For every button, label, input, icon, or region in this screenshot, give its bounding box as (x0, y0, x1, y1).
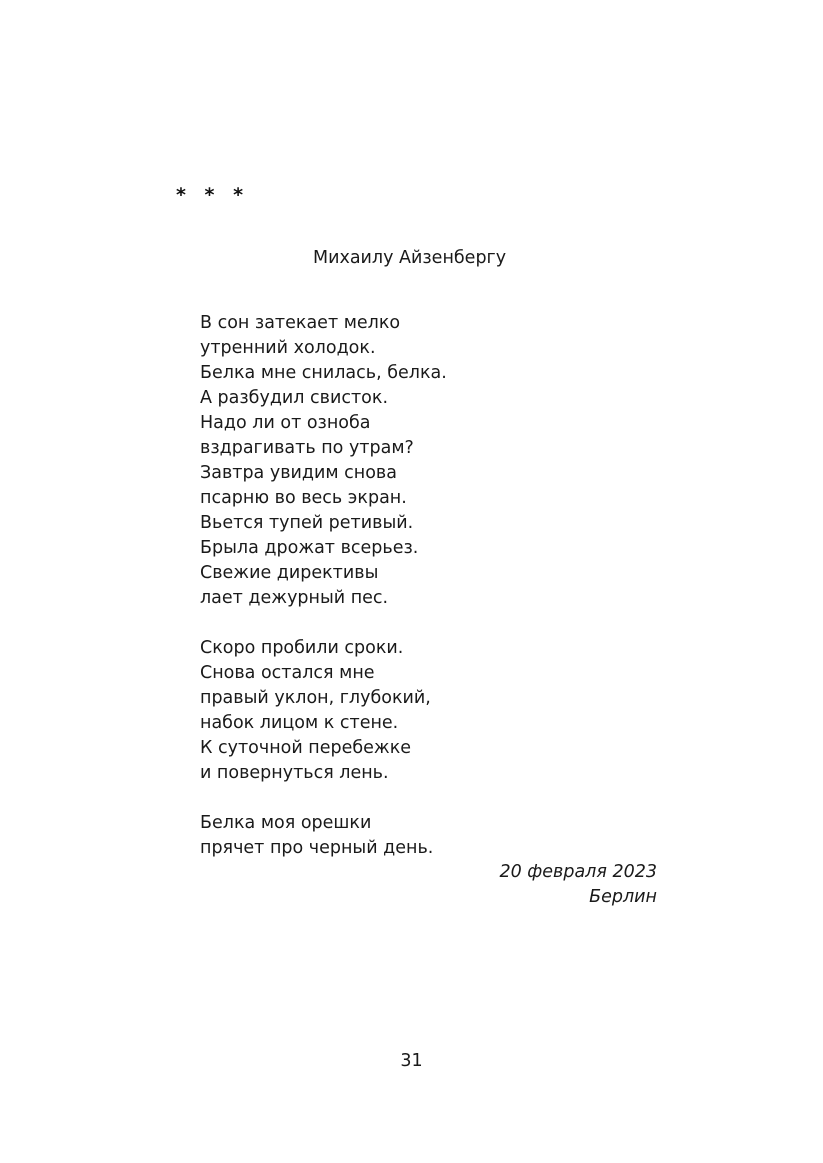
poem-line: и повернуться лень. (200, 763, 389, 783)
stanza-1 (200, 311, 660, 611)
poem-line: А разбудил свисток. (200, 388, 389, 408)
poem-line: К суточной перебежке (200, 738, 412, 758)
poem-line: В сон затекает мелко (200, 313, 401, 333)
poem-line: прячет про черный день. (200, 838, 434, 858)
poem-line: Брыла дрожат всерьез. (200, 538, 419, 558)
poem-line: вздрагивать по утрам? (200, 438, 414, 458)
poem-line: Свежие директивы (200, 563, 379, 583)
poem-line: набок лицом к стене. (200, 713, 399, 733)
poem-line: Завтра увидим снова (200, 463, 397, 483)
poem-line: лает дежурный пес. (200, 588, 389, 608)
section-separator: * * * (176, 184, 250, 206)
stanza-3 (200, 811, 660, 861)
poem-line: псарню во весь экран. (200, 488, 407, 508)
signature-place: Берлин (589, 887, 657, 907)
poem-line: Белка мне снилась, белка. (200, 363, 447, 383)
poem-line: Скоро пробили сроки. (200, 638, 404, 658)
poem-line: Снова остался мне (200, 663, 375, 683)
stanza-2 (200, 636, 660, 786)
poem-body (200, 311, 660, 886)
signature-date: 20 февраля 2023 (499, 862, 657, 882)
poem-line: правый уклон, глубокий, (200, 688, 431, 708)
poem-line: утренний холодок. (200, 338, 376, 358)
page-number: 31 (400, 1051, 423, 1071)
poem-line: Вьется тупей ретивый. (200, 513, 414, 533)
poem-line: Надо ли от озноба (200, 413, 371, 433)
poem-line: Белка моя орешки (200, 813, 372, 833)
signature (499, 860, 657, 910)
dedication: Михаилу Айзенбергу (313, 248, 507, 268)
